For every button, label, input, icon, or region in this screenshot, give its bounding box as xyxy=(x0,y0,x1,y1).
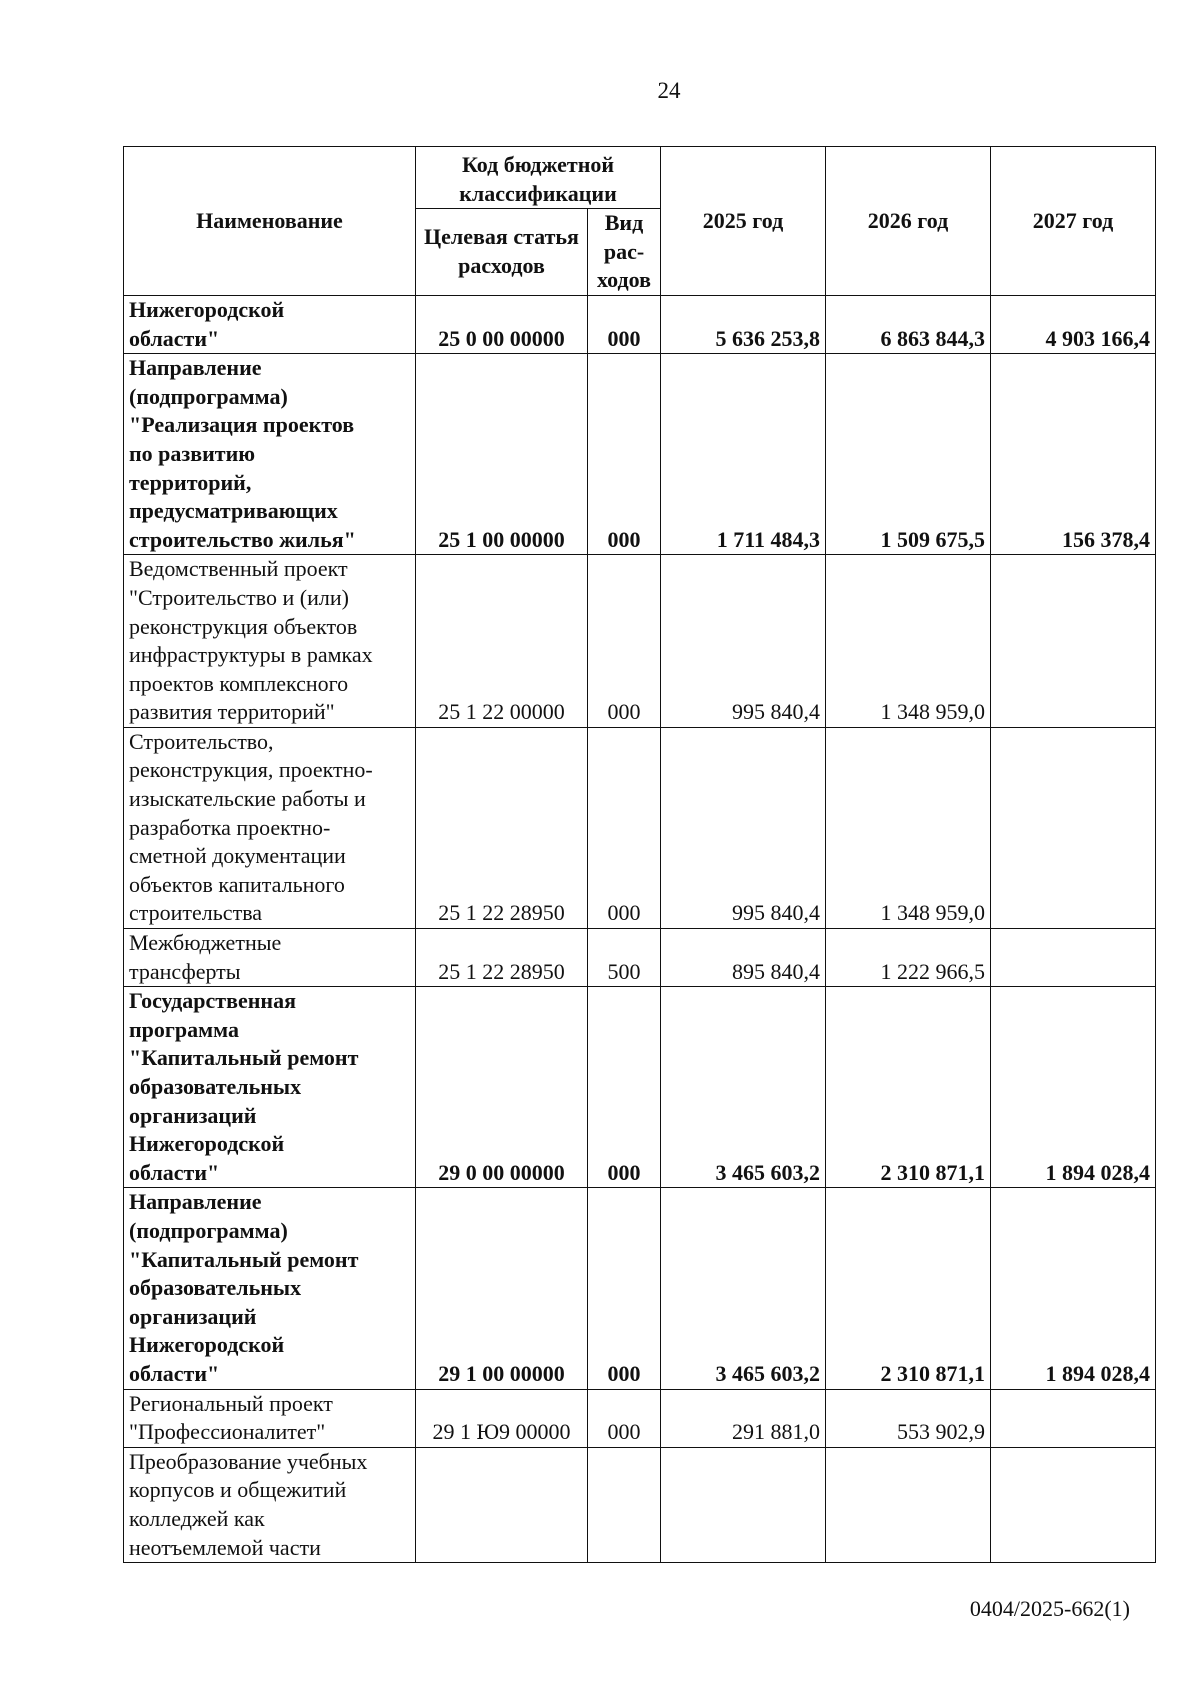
table-row xyxy=(124,295,1156,353)
cell-2027 xyxy=(991,1447,1156,1562)
cell-target-code: 29 0 00 00000 xyxy=(416,987,588,1188)
cell-2027 xyxy=(991,1389,1156,1447)
budget-table xyxy=(123,146,1156,1563)
table-row xyxy=(124,1447,1156,1562)
cell-target-code: 29 1 Ю9 00000 xyxy=(416,1389,588,1447)
cell-expense-kind: 000 xyxy=(588,727,661,928)
cell-2026: 1 509 675,5 xyxy=(826,354,991,555)
cell-2027: 156 378,4 xyxy=(991,354,1156,555)
cell-name: Региональный проект "Профессионалитет" xyxy=(124,1389,416,1447)
cell-2027: 4 903 166,4 xyxy=(991,295,1156,353)
cell-expense-kind: 000 xyxy=(588,295,661,353)
document-code: 0404/2025-662(1) xyxy=(969,1596,1130,1621)
cell-2027 xyxy=(991,555,1156,728)
cell-2025: 1 711 484,3 xyxy=(661,354,826,555)
table-row xyxy=(124,354,1156,555)
cell-2025: 3 465 603,2 xyxy=(661,987,826,1188)
cell-target-code: 29 1 00 00000 xyxy=(416,1188,588,1389)
cell-name: Преобразование учебных корпусов и общежитий колледжей как неотъемлемой части xyxy=(124,1447,416,1562)
cell-name: Направление (подпрограмма) "Капитальный ремонт образовательных организаций Нижегородской области" xyxy=(124,1188,416,1389)
cell-2025: 5 636 253,8 xyxy=(661,295,826,353)
cell-2026 xyxy=(826,1447,991,1562)
header-2027: 2027 год xyxy=(991,147,1156,296)
cell-target-code: 25 1 22 00000 xyxy=(416,555,588,728)
cell-name: Межбюджетные трансферты xyxy=(124,929,416,987)
page-number: 24 xyxy=(657,78,681,103)
cell-target-code: 25 1 22 28950 xyxy=(416,929,588,987)
cell-2026: 1 222 966,5 xyxy=(826,929,991,987)
cell-expense-kind: 000 xyxy=(588,1389,661,1447)
cell-expense-kind: 000 xyxy=(588,555,661,728)
cell-expense-kind: 000 xyxy=(588,354,661,555)
cell-2025: 995 840,4 xyxy=(661,727,826,928)
cell-2026: 2 310 871,1 xyxy=(826,987,991,1188)
table-row xyxy=(124,555,1156,728)
cell-2026: 6 863 844,3 xyxy=(826,295,991,353)
table-row xyxy=(124,727,1156,928)
cell-2025 xyxy=(661,1447,826,1562)
cell-2026: 553 902,9 xyxy=(826,1389,991,1447)
header-name: Наименование xyxy=(124,147,416,296)
cell-target-code xyxy=(416,1447,588,1562)
table-row xyxy=(124,1389,1156,1447)
table-row xyxy=(124,987,1156,1188)
cell-2025: 291 881,0 xyxy=(661,1389,826,1447)
cell-target-code: 25 1 22 28950 xyxy=(416,727,588,928)
cell-2025: 995 840,4 xyxy=(661,555,826,728)
cell-target-code: 25 0 00 00000 xyxy=(416,295,588,353)
cell-2026: 2 310 871,1 xyxy=(826,1188,991,1389)
cell-name: Строительство, реконструкция, проектно- изыскательские работы и разработка проектно- сметной документации объектов капитального строительства xyxy=(124,727,416,928)
cell-name: Ведомственный проект "Строительство и (или) реконструкция объектов инфраструктуры в рамках проектов комплексного развития территорий" xyxy=(124,555,416,728)
header-2026: 2026 год xyxy=(826,147,991,296)
header-2025: 2025 год xyxy=(661,147,826,296)
cell-name: Направление (подпрограмма) "Реализация проектов по развитию территорий, предусматривающих строительство жилья" xyxy=(124,354,416,555)
header-target: Целевая статья расходов xyxy=(416,209,588,296)
cell-2026: 1 348 959,0 xyxy=(826,727,991,928)
header-kind: Вид рас-ходов xyxy=(588,209,661,296)
header-classification: Код бюджетной классификации xyxy=(416,147,661,209)
cell-2025: 3 465 603,2 xyxy=(661,1188,826,1389)
cell-name: Нижегородской области" xyxy=(124,295,416,353)
table-row xyxy=(124,929,1156,987)
cell-name: Государственная программа "Капитальный ремонт образовательных организаций Нижегородской области" xyxy=(124,987,416,1188)
cell-2027 xyxy=(991,727,1156,928)
cell-2026: 1 348 959,0 xyxy=(826,555,991,728)
cell-target-code: 25 1 00 00000 xyxy=(416,354,588,555)
cell-2027: 1 894 028,4 xyxy=(991,987,1156,1188)
cell-expense-kind xyxy=(588,1447,661,1562)
cell-2027: 1 894 028,4 xyxy=(991,1188,1156,1389)
cell-2027 xyxy=(991,929,1156,987)
cell-expense-kind: 000 xyxy=(588,987,661,1188)
cell-expense-kind: 000 xyxy=(588,1188,661,1389)
table-row xyxy=(124,1188,1156,1389)
cell-expense-kind: 500 xyxy=(588,929,661,987)
cell-2025: 895 840,4 xyxy=(661,929,826,987)
